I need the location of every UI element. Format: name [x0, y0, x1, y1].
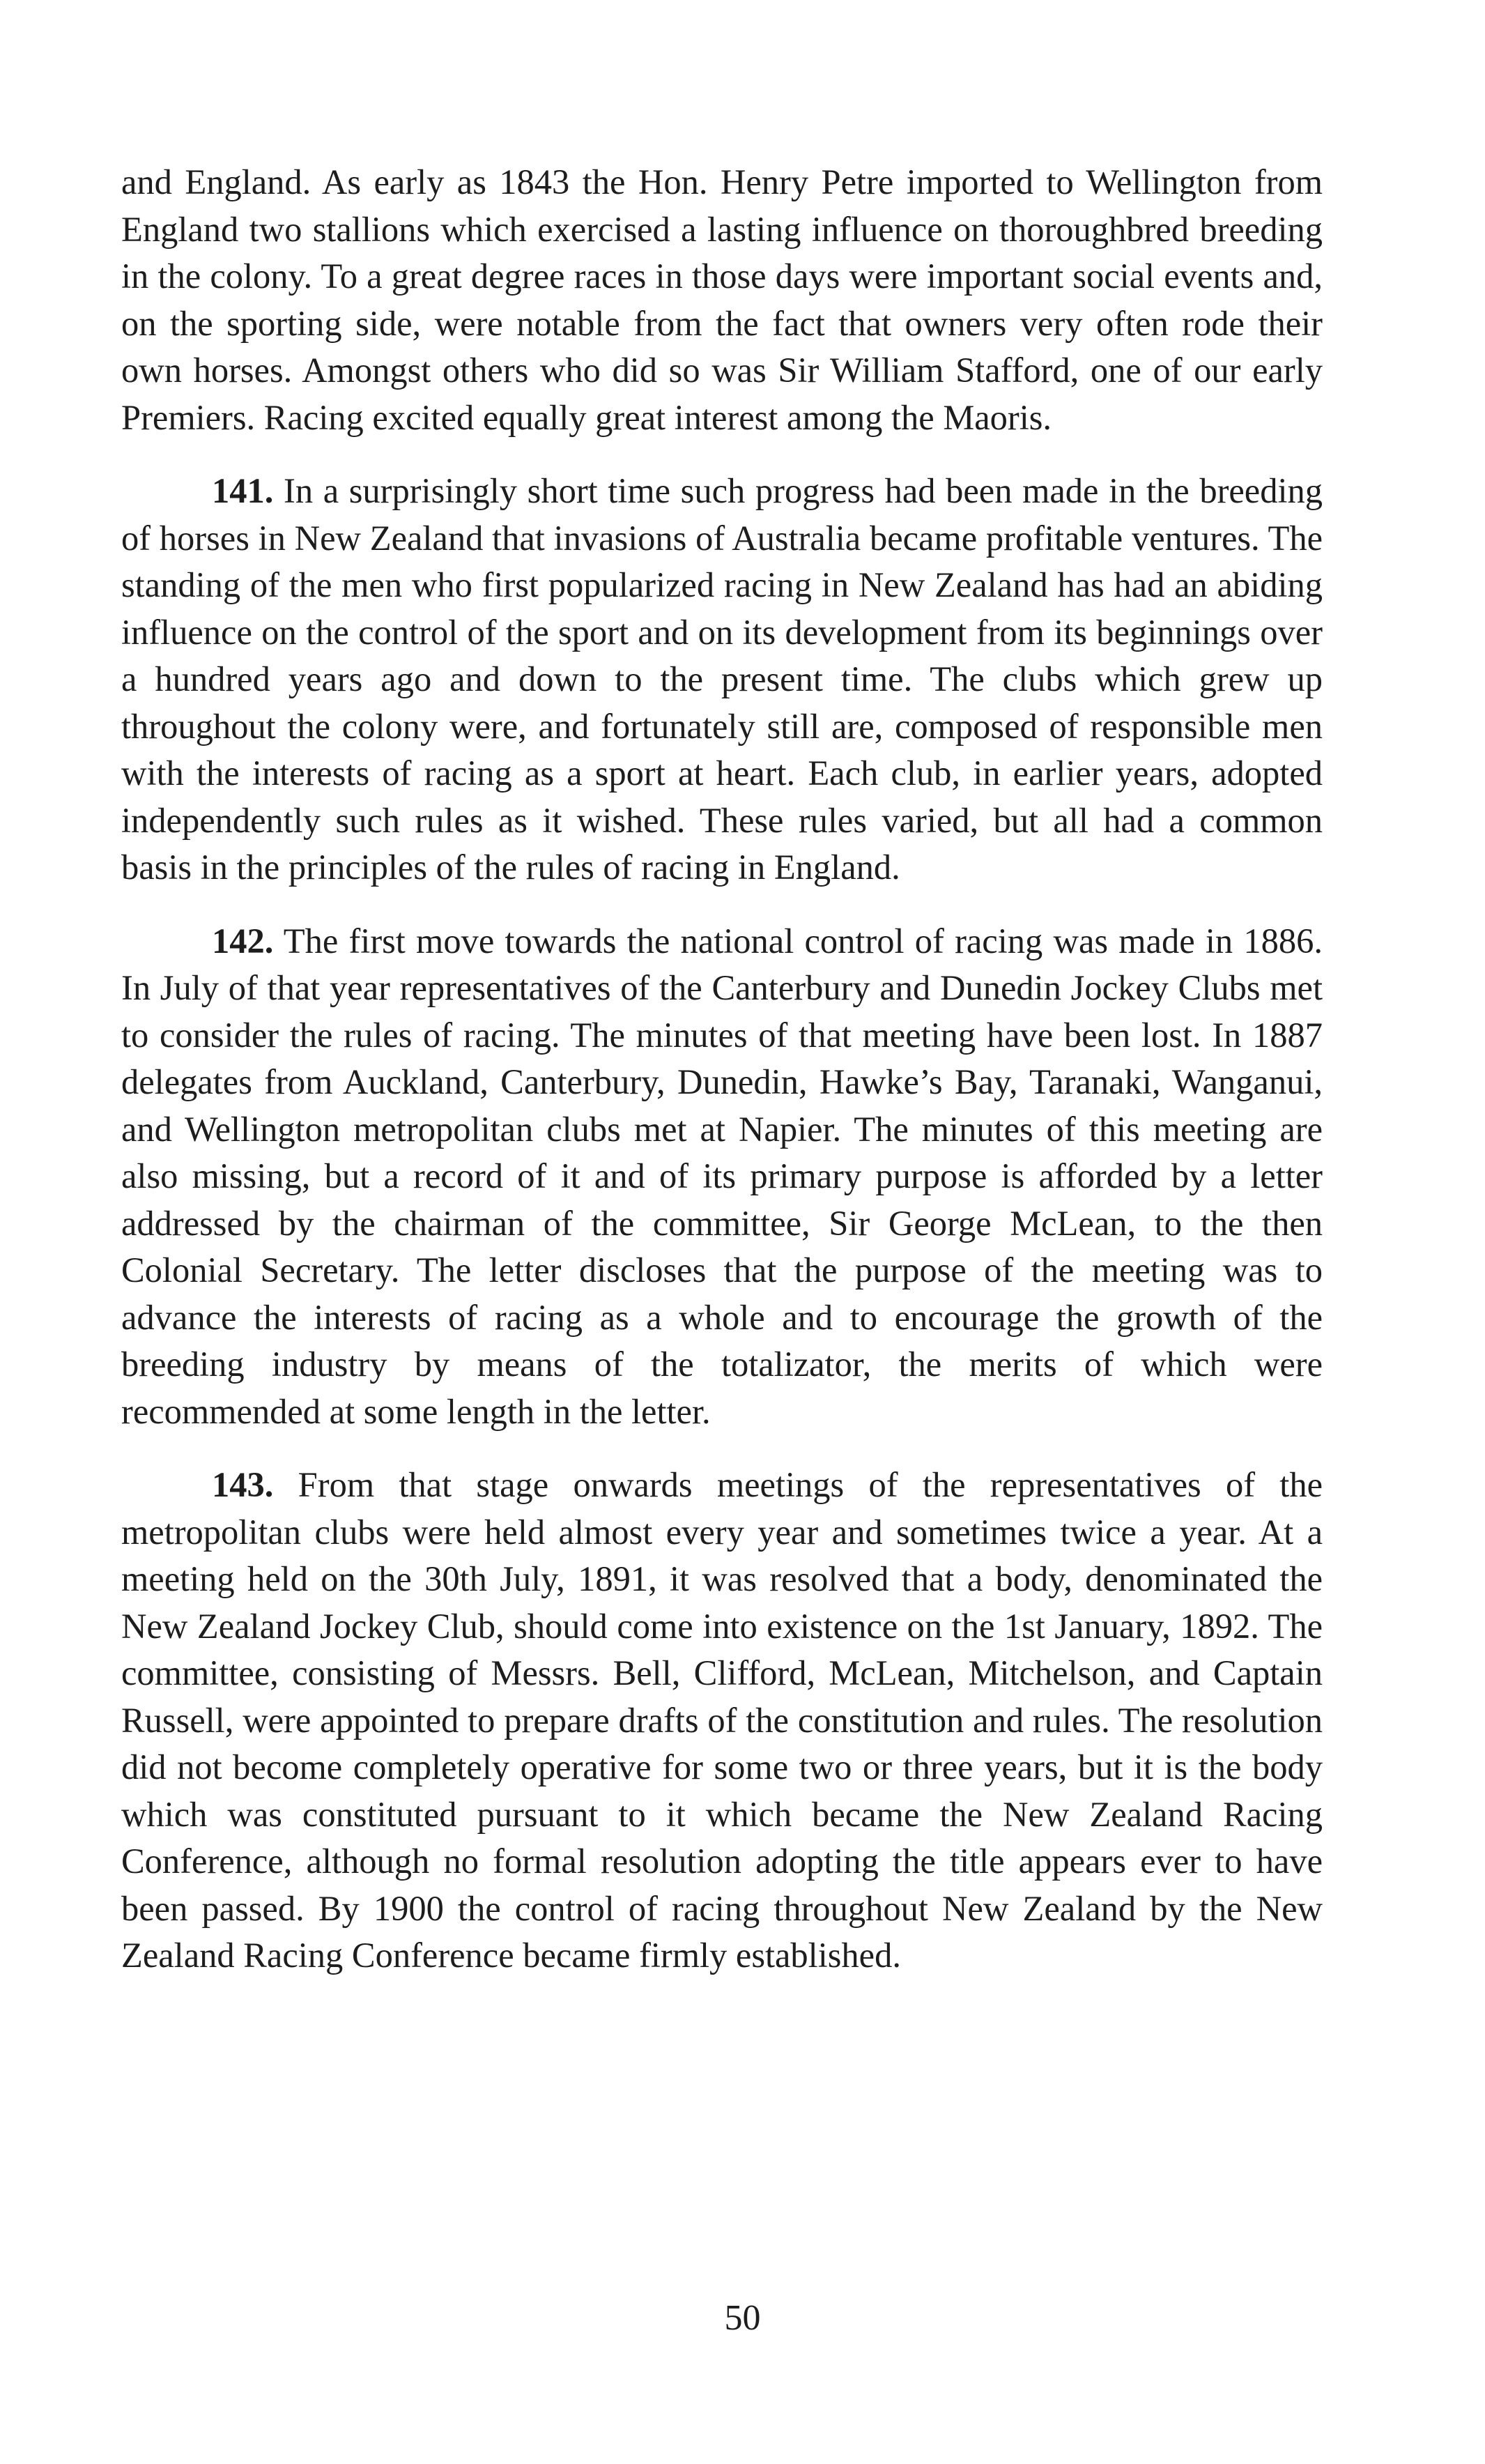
- paragraph-text: From that stage onwards meetings of the representatives of the metropolitan clubs were held almost every year and sometimes twice a year. At a meeting held on the 30th July, 1891, it was resolved that a body, denominated the New Zealand Jockey Club, should come into existence on the 1st January, 1892. The committee, consisting of Messrs. Bell, Clifford, McLean, Mitchelson, and Captain Russell, were appointed to prepare drafts of the constitution and rules. The resolution did not become completely operative for some two or three years, but it is the body which was constituted pursuant to it which became the New Zealand Racing Conference, although no formal resolution adopting the title appears ever to have been passed. By 1900 the control of racing throughout New Zealand by the New Zealand Racing Conference became firmly established.: [121, 1465, 1323, 1975]
- paragraph-text: In a surprisingly short time such progress had been made in the breeding of horses in New Zealand that invasions of Australia became profitable ventures. The standing of the men who first popularized racing in New Zealand has had an abiding influence on the control of the sport and on its development from its beginnings over a hundred years ago and down to the present time. The clubs which grew up throughout the colony were, and fortunately still are, composed of responsible men with the interests of racing as a sport at heart. Each club, in earlier years, adopted independently such rules as it wished. These rules varied, but all had a common basis in the principles of the rules of racing in England.: [121, 471, 1323, 887]
- paragraph-number: 143.: [212, 1465, 274, 1504]
- paragraph-continued: [121, 159, 1323, 441]
- paragraph-142: [121, 918, 1323, 1436]
- page-body: [121, 159, 1323, 2006]
- paragraph-143: [121, 1462, 1323, 1980]
- page-number: 50: [724, 2298, 761, 2338]
- paragraph-text: The first move towards the national control of racing was made in 1886. In July of that year representatives of the Canterbury and Dunedin Jockey Clubs met to consider the rules of racing. The minutes of that meeting have been lost. In 1887 delegates from Auckland, Canterbury, Dunedin, Hawke’s Bay, Taranaki, Wanganui, and Wellington metropolitan clubs met at Napier. The minutes of this meeting are also missing, but a record of it and of its primary purpose is afforded by a letter addressed by the chairman of the committee, Sir George McLean, to the then Colonial Secretary. The letter discloses that the purpose of the meeting was to advance the interests of racing as a whole and to encourage the growth of the breeding industry by means of the totalizator, the merits of which were recommended at some length in the letter.: [121, 921, 1323, 1431]
- paragraph-141: [121, 468, 1323, 892]
- paragraph-number: 142.: [212, 921, 274, 961]
- paragraph-number: 141.: [212, 471, 274, 510]
- paragraph-text: and England. As early as 1843 the Hon. Henry Petre imported to Wellington from England two stallions which exercised a lasting influence on thoroughbred breeding in the colony. To a great degree races in those days were important social events and, on the sporting side, were notable from the fact that owners very often rode their own horses. Amongst others who did so was Sir William Stafford, one of our early Premiers. Racing excited equally great interest among the Maoris.: [121, 162, 1323, 437]
